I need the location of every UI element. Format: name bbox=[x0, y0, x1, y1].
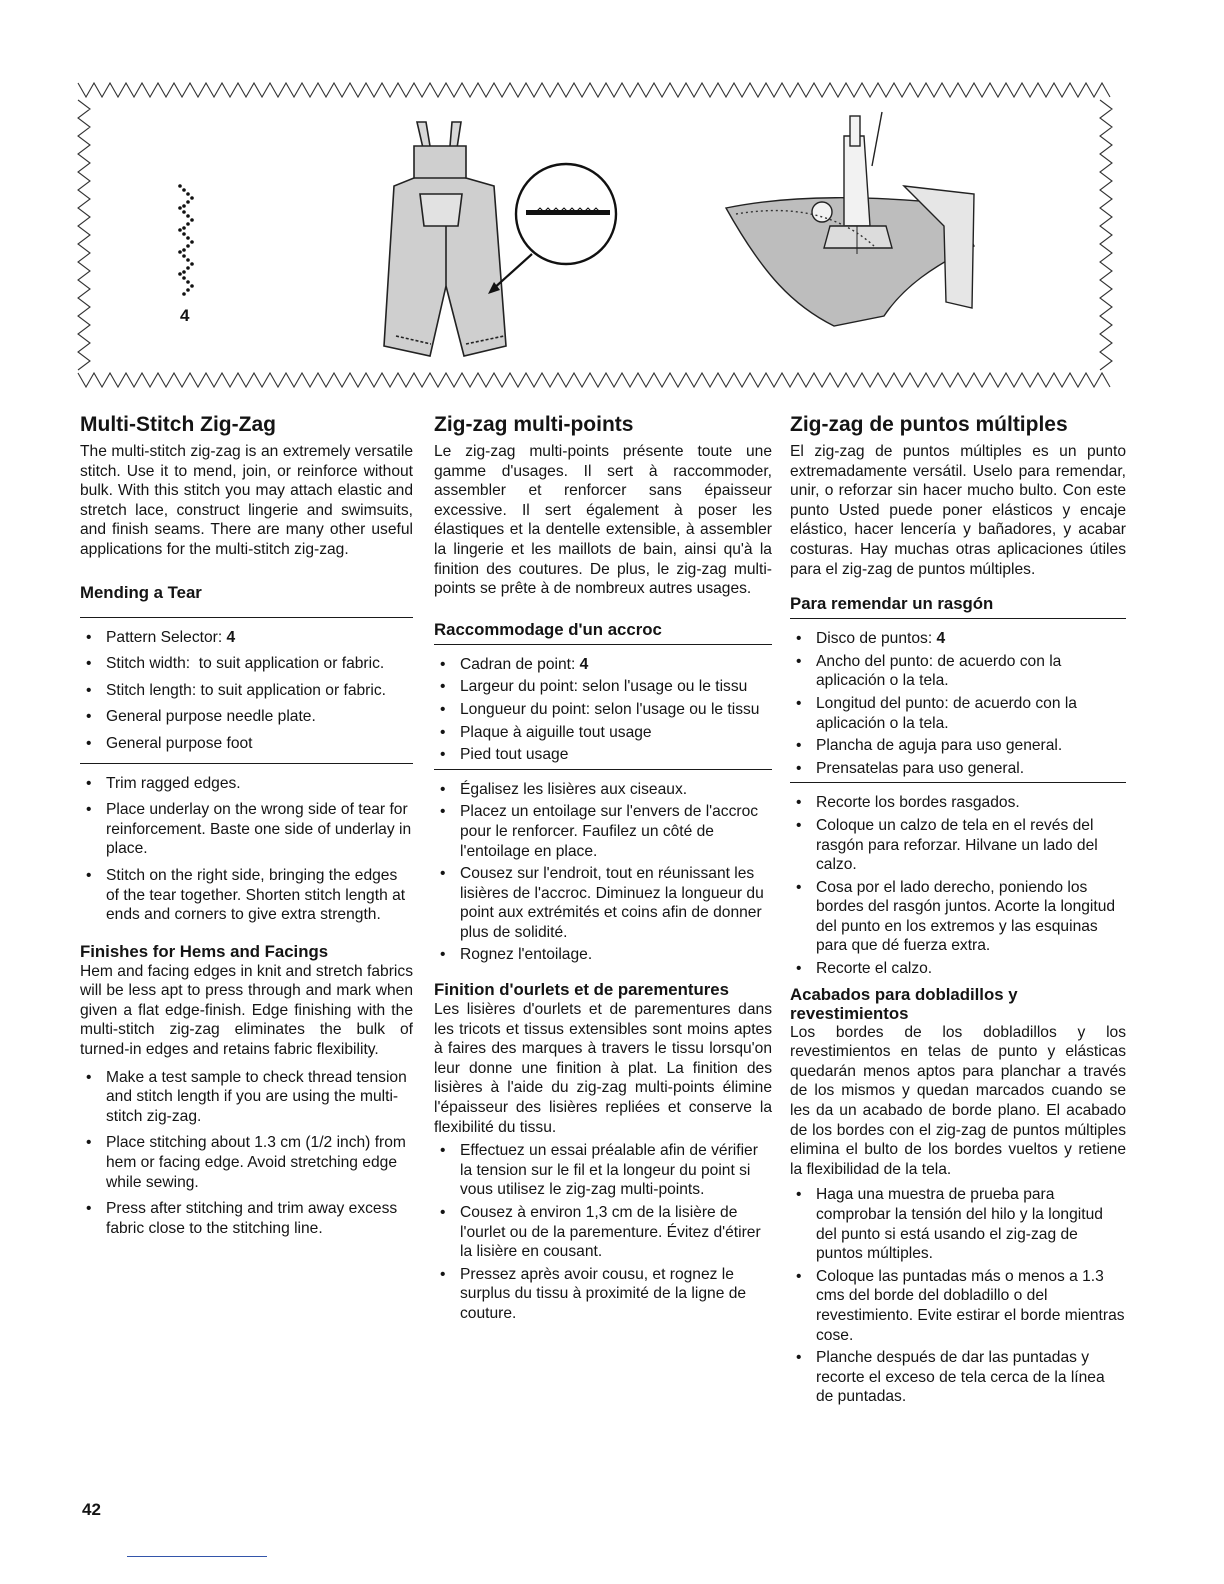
stitch-dot bbox=[186, 288, 190, 292]
french-mending-heading: Raccommodage d'un accroc bbox=[434, 619, 662, 639]
setting-label: • Stitch width: bbox=[106, 655, 199, 673]
french-finishes-intro: Les lisières d'ourlets et de parementures dans les tricots et tissus extensibles sont moins aptes à faires des marques à travers le tissu lorsqu'on leur donne une finition à plat. La finition des lisières à l'aide du zig-zag multi-points élimine l'épaisseur des lisières repliées et conserve la flexibilité du tissu. bbox=[434, 1001, 772, 1136]
stitch-dot bbox=[182, 226, 186, 230]
stitch-dot bbox=[178, 250, 182, 254]
list-item: • Pied tout usage bbox=[434, 745, 772, 765]
list-item: • Recorte los bordes rasgados. bbox=[790, 793, 1126, 813]
french-steps-list bbox=[434, 780, 772, 965]
list-item: • Place stitching about 1.3 cm (1/2 inch) from hem or facing edge. Avoid stretching edge while sewing. bbox=[80, 1133, 413, 1192]
list-item bbox=[80, 707, 413, 727]
list-item: • Press after stitching and trim away excess fabric close to the stitching line. bbox=[80, 1199, 413, 1238]
setting-label: Cadran de point: bbox=[460, 655, 580, 673]
english-finishes-intro: Hem and facing edges in knit and stretch fabrics will be less apt to press through and mark when given a flat edge-finish. Edge finishing with the multi-stitch zig-zag eliminates the bulk of turned-in edges and retains fabric flexibility. bbox=[80, 962, 413, 1059]
figure-artwork bbox=[74, 76, 1122, 394]
stitch-dot bbox=[190, 284, 194, 288]
magnified-stitch-icon bbox=[488, 164, 616, 294]
stitch-dot bbox=[186, 236, 190, 240]
french-intro: Le zig-zag multi-points présente toute une gamme d'usages. Il sert à raccommoder, assembler et renforcer sans épaisseur excessive. Il sert également à poser les élastiques et la dentelle extensible, à assembler la lingerie et les maillots de bain, ainsi qu'à la finition des coutures. De plus, le zig-zag multi-points se prête à de nombreux autres usages. bbox=[434, 443, 772, 598]
stitch-dot bbox=[182, 254, 186, 258]
stitch-dot bbox=[186, 200, 190, 204]
divider bbox=[434, 769, 772, 770]
stitch-dot bbox=[182, 188, 186, 192]
list-item: • Égalisez les lisières aux ciseaux. bbox=[434, 780, 772, 800]
setting-label: General purpose needle plate. bbox=[106, 708, 316, 726]
stitch-dot bbox=[182, 204, 186, 208]
list-item bbox=[80, 654, 413, 674]
setting-label: Disco de puntos: bbox=[816, 630, 937, 648]
illustration-panel bbox=[74, 76, 1122, 394]
stitch-dot bbox=[186, 222, 190, 226]
list-item: • Coloque un calzo de tela en el revés del rasgón para reforzar. Hilvane un lado del calzo. bbox=[790, 816, 1126, 875]
divider bbox=[790, 782, 1126, 783]
list-item bbox=[790, 629, 1126, 649]
zigzag-border-bottom bbox=[78, 373, 1110, 387]
stitch-dot bbox=[190, 218, 194, 222]
stitch-dot bbox=[182, 270, 186, 274]
stitch-dot bbox=[186, 192, 190, 196]
setting-value: 4 bbox=[226, 628, 236, 646]
sewing-foot-illustration bbox=[726, 112, 974, 326]
english-title: Multi-Stitch Zig-Zag bbox=[80, 413, 276, 436]
stitch-dot bbox=[182, 292, 186, 296]
divider bbox=[790, 618, 1126, 619]
stitch-dot bbox=[182, 210, 186, 214]
page-number: 42 bbox=[82, 1500, 101, 1519]
list-item: • Plancha de aguja para uso general. bbox=[790, 736, 1126, 756]
setting-value: to suit application or fabric. bbox=[200, 681, 386, 699]
english-mending-heading: Mending a Tear bbox=[80, 582, 202, 602]
english-finishes-heading: Finishes for Hems and Facings bbox=[80, 941, 329, 961]
list-item bbox=[434, 655, 772, 675]
list-item: • Effectuez un essai préalable afin de vérifier la tension sur le fil et la longeur du point si vous utilisez le zig-zag multi-points. bbox=[434, 1141, 772, 1200]
list-item: • Ancho del punto: de acuerdo con la aplicación o la tela. bbox=[790, 652, 1126, 691]
spanish-finishes-heading: Acabados para dobladillos y revestimientos bbox=[790, 984, 1018, 1023]
pattern-number: 4 bbox=[180, 306, 190, 325]
footer-line bbox=[127, 1556, 267, 1557]
stitch-dot bbox=[182, 232, 186, 236]
list-item: • Plaque à aiguille tout usage bbox=[434, 723, 772, 743]
spanish-settings-list bbox=[790, 629, 1126, 778]
zigzag-stitch-icon bbox=[178, 184, 194, 296]
english-settings-list bbox=[80, 628, 413, 754]
list-item: • Place underlay on the wrong side of tear for reinforcement. Baste one side of underlay in place. bbox=[80, 800, 413, 859]
setting-label: Pattern Selector: bbox=[106, 628, 227, 646]
french-finishes-list bbox=[434, 1141, 772, 1323]
overalls-illustration bbox=[384, 122, 506, 356]
french-settings-list bbox=[434, 655, 772, 765]
list-item: • Cousez sur l'endroit, tout en réunissant les lisières de l'accroc. Diminuez la longueur du point aux extrémités et coins afin de donner plus de solidité. bbox=[434, 864, 772, 942]
stitch-dot bbox=[186, 280, 190, 284]
list-item: • Largeur du point: selon l'usage ou le tissu bbox=[434, 677, 772, 697]
list-item: • Cousez à environ 1,3 cm de la lisière de l'ourlet ou de la parementure. Évitez d'étirer la lisière en cousant. bbox=[434, 1203, 772, 1262]
divider bbox=[80, 763, 413, 764]
spanish-intro: El zig-zag de puntos múltiples es un punto extremadamente versátil. Uselo para remendar, unir, o reforzar sin hacer mucho bulto. Con este punto Usted puede poner elásticos y encaje elástico, hacer lencería y bañadores, y acabar costuras. Hay muchas otras aplicaciones útiles para el zig-zag de puntos múltiples. bbox=[790, 443, 1126, 578]
list-item: • Make a test sample to check thread tension and stitch length if you are using the multi-stitch zig-zag. bbox=[80, 1068, 413, 1127]
stitch-dot bbox=[178, 206, 182, 210]
list-item: • Prensatelas para uso general. bbox=[790, 759, 1126, 779]
english-column bbox=[80, 412, 413, 1245]
list-item: • Stitch on the right side, bringing the edges of the tear together. Shorten stitch length at ends and corners to give extra strength. bbox=[80, 866, 413, 925]
spanish-mending-heading: Para remendar un rasgón bbox=[790, 594, 994, 614]
stitch-dot bbox=[186, 258, 190, 262]
stitch-dot bbox=[186, 266, 190, 270]
divider bbox=[80, 617, 413, 618]
english-steps-list bbox=[80, 774, 413, 925]
stitch-dot bbox=[182, 248, 186, 252]
list-item: • Pressez après avoir cousu, et rognez le surplus du tissu à proximité de la ligne de couture. bbox=[434, 1265, 772, 1324]
english-finishes-list bbox=[80, 1068, 413, 1239]
stitch-dot bbox=[186, 214, 190, 218]
stitch-dot bbox=[178, 228, 182, 232]
list-item: • Longitud del punto: de acuerdo con la aplicación o la tela. bbox=[790, 694, 1126, 733]
spanish-finishes-list bbox=[790, 1185, 1126, 1407]
list-item: • Longueur du point: selon l'usage ou le tissu bbox=[434, 700, 772, 720]
spanish-title: Zig-zag de puntos múltiples bbox=[790, 413, 1068, 436]
list-item: • Placez un entoilage sur l'envers de l'accroc pour le renforcer. Faufilez un côté de l'entoilage en place. bbox=[434, 802, 772, 861]
setting-label: • Stitch length: bbox=[106, 681, 201, 699]
zigzag-border-left bbox=[78, 100, 90, 370]
list-item: • Coloque las puntadas más o menos a 1.3 cms del borde del dobladillo o del revestimiento. Evite estirar el borde mientras cose. bbox=[790, 1267, 1126, 1345]
list-item: • Rognez l'entoilage. bbox=[434, 945, 772, 965]
stitch-dot bbox=[178, 272, 182, 276]
french-column bbox=[434, 412, 772, 1327]
setting-label: General purpose foot bbox=[106, 734, 253, 752]
stitch-dot bbox=[178, 184, 182, 188]
french-finishes-heading: Finition d'ourlets et de parementures bbox=[434, 980, 729, 1000]
french-title: Zig-zag multi-points bbox=[434, 413, 634, 436]
zigzag-border-top bbox=[78, 83, 1110, 97]
list-item bbox=[80, 681, 413, 701]
list-item bbox=[80, 734, 413, 754]
spanish-finishes-intro: Los bordes de los dobladillos y los revestimientos en telas de punto y elásticas quedarán menos aptos para planchar a través de los mismos y quedan marcados cuando se les da un acabado de borde plano. El acabado de los bordes con el zig-zag de puntos múltiples elimina el bulto de los bordes vueltos y retiene la flexibilidad de la tela. bbox=[790, 1023, 1126, 1178]
list-item: • Planche después de dar las puntadas y recorte el exceso de tela cerca de la línea de puntadas. bbox=[790, 1348, 1126, 1407]
list-item: • Cosa por el lado derecho, poniendo los bordes del rasgón juntos. Acorte la longitud del punto en los extremos y las esquinas para que dé fuerza extra. bbox=[790, 878, 1126, 956]
list-item: • Recorte el calzo. bbox=[790, 959, 1126, 979]
list-item: • Haga una muestra de prueba para comprobar la tensión del hilo y la longitud del punto si está usando el zig-zag de puntos múltiples. bbox=[790, 1185, 1126, 1263]
stitch-dot bbox=[190, 196, 194, 200]
stitch-dot bbox=[190, 262, 194, 266]
divider bbox=[434, 644, 772, 645]
english-intro: The multi-stitch zig-zag is an extremely versatile stitch. Use it to mend, join, or reinforce without bulk. With this stitch you may attach elastic and stretch lace, construct lingerie and swimsuits, and finish seams. There are many other useful applications for the multi-stitch zig-zag. bbox=[80, 443, 413, 558]
setting-value: 4 bbox=[936, 630, 946, 648]
setting-value: to suit application or fabric. bbox=[198, 655, 385, 673]
list-item bbox=[80, 628, 413, 648]
spanish-steps-list bbox=[790, 793, 1126, 978]
stitch-dot bbox=[182, 276, 186, 280]
setting-value: 4 bbox=[579, 655, 589, 673]
zigzag-border-right bbox=[1100, 100, 1112, 370]
stitch-dot bbox=[190, 240, 194, 244]
spanish-column bbox=[790, 412, 1126, 1410]
stitch-dot bbox=[186, 244, 190, 248]
list-item: • Trim ragged edges. bbox=[80, 774, 413, 794]
